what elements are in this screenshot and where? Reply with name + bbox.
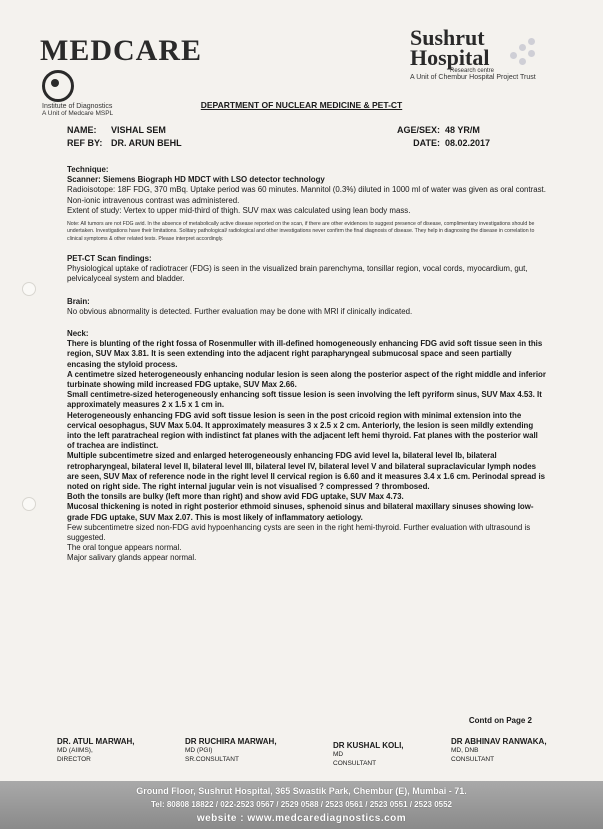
neck-finding: The oral tongue appears normal. (67, 543, 182, 553)
signatory-qualification: MD (PGI) (185, 747, 213, 754)
signatory-qualification: MD (AIIMS), (57, 747, 93, 754)
signatory-name: DR ABHINAV RANWAKA, (451, 737, 547, 746)
date-label: DATE: (413, 138, 440, 148)
signatory-name: DR. ATUL MARWAH, (57, 737, 135, 746)
hospital-name-line1: Sushrut (410, 25, 485, 50)
decorative-dots-icon (510, 38, 540, 68)
punch-hole (22, 497, 36, 511)
footer-website: website : www.medcarediagnostics.com (196, 813, 407, 824)
agesex-label: AGE/SEX: (396, 125, 440, 135)
signatory (185, 737, 277, 764)
findings-text: Physiological uptake of radiotracer (FDG) is seen in the visualized brain parenchyma, tonsillar region, vocal cords, myocardium, gut, pelvicalyceal system and bladder. (67, 264, 528, 284)
signatory-qualification: MD, DNB (451, 747, 479, 754)
medcare-emblem-icon (42, 70, 74, 102)
report-body (67, 165, 547, 564)
signatory-name: DR KUSHAL KOLI, (333, 741, 404, 750)
medcare-wordmark: MEDCARE (40, 34, 202, 67)
footer-telephone: Tel: 80808 18822 / 022-2523 0567 / 2529 0588 / 2523 0561 / 2523 0551 / 2523 0552 (151, 800, 452, 809)
medcare-subtitle: Institute of Diagnostics (42, 103, 113, 110)
neck-finding: Major salivary glands appear normal. (67, 553, 197, 563)
punch-hole (22, 282, 36, 296)
neck-finding: Heterogeneously enhancing FDG avid soft tissue lesion is seen in the post cricoid region with minimal extension into the cervical oesophagus, SUV Max 5.04. It approximately measures 3 x 2.5 x 2 cm. Anteriorly, the lesion is seen mildly extending into the left paratracheal region with indistinct fat planes with the adjacent left hemi thyroid. Fat planes with the posterior wall of trachea are indistinct. (67, 410, 538, 451)
signatory (333, 741, 404, 768)
neck-finding: There is blunting of the right fossa of Rosenmuller with ill-defined homogeneously enhancing FDG avid soft tissue seen in this region, SUV Max 3.81. It is seen extending into the adjacent right parapharyngeal submucosal space and seen partially encasing the styloid process. (67, 339, 543, 369)
signatory-role: CONSULTANT (333, 760, 377, 767)
department-title: DEPARTMENT OF NUCLEAR MEDICINE & PET-CT (200, 100, 403, 110)
neck-finding: Few subcentimetre sized non-FDG avid hypoenhancing cysts are seen in the right hemi-thyroid. Further evaluation with ultrasound is suggested. (67, 522, 531, 542)
footer-address: Ground Floor, Sushrut Hospital, 365 Swastik Park, Chembur (E), Mumbai - 71. (136, 786, 467, 796)
neck-finding: Mucosal thickening is noted in right posterior ethmoid sinuses, sphenoid sinus and bilateral maxillary sinuses showing low-grade FDG uptake, SUV Max 2.07. This is most likely of inflammatory aetiology. (67, 502, 534, 522)
signatory-role: SR.CONSULTANT (185, 756, 239, 763)
neck-finding: Multiple subcentimetre sized and enlarged heterogeneously enhancing FDG avid level Ia, bilateral level Ib, bilateral retropharyngeal, bilateral level II, bilateral level III, bilateral level IV, bilateral level V and bilateral supraclavicular lymph nodes are seen, SUV Max of reference node in the right level II cervical region is 6.60 and it measures 3.4 x 1.6 cm. Perinodal spread is noted on right side. The right internal jugular vein is not visualised ? compressed ? thrombosed. (67, 451, 546, 491)
signatory (57, 737, 134, 764)
report-date: 08.02.2017 (445, 138, 491, 148)
name-label: NAME: (67, 125, 97, 135)
brain-heading: Brain: (67, 296, 90, 306)
ref-label: REF BY: (67, 138, 103, 148)
signatory (451, 737, 547, 764)
neck-finding: A centimetre sized heterogeneously enhancing nodular lesion is seen along the posterior aspect of the right middle and inferior turbinate showing mild increased FDG uptake, SUV Max 2.66. (67, 369, 546, 389)
signatory-role: DIRECTOR (57, 756, 91, 763)
continued-note: Contd on Page 2 (468, 716, 532, 725)
neck-heading: Neck: (67, 328, 89, 338)
patient-name: VISHAL SEM (111, 125, 166, 135)
signatory-role: CONSULTANT (451, 756, 495, 763)
footer-bar (0, 781, 603, 829)
neck-finding: Small centimetre-sized heterogeneously enhancing soft tissue lesion is seen involving the left pyriform sinus, SUV Max 4.53. It approximately measures 2 x 1.5 x 1 cm in. (67, 390, 542, 410)
radioisotope-line: Radioisotope: 18F FDG, 370 mBq. Uptake period was 60 minutes. Mannitol (0.3%) diluted in 1000 ml of water was given as oral contrast. Non-ionic intravenous contrast was administered. (67, 185, 546, 205)
brain-text: No obvious abnormality is detected. Further evaluation may be done with MRI if clinically indicated. (67, 306, 413, 316)
disclaimer-note: Note: All tumors are not FDG avid. In the absence of metabolically active disease reported on the scan, if there are other evidences to suggest presence of disease, complimentary investigations should be undertaken. Investigations have their limitations. Solitary pathological/ radiological and other investigations never confirm the final diagnosis of disease. They help in diagnosing the disease in correlation to clinical symptoms & other related tests. Please interpret accordingly. (67, 221, 535, 242)
hospital-unit: A Unit of Chembur Hospital Project Trust (410, 74, 536, 81)
technique-heading: Technique: (67, 165, 109, 174)
hospital-research: Research centre (450, 68, 495, 74)
sushrut-logo (410, 25, 560, 81)
signatory-qualification: MD (333, 751, 344, 758)
ref-doctor: DR. ARUN BEHL (111, 138, 182, 148)
extent-line: Extent of study: Vertex to upper mid-third of thigh. SUV max was calculated using lean body mass. (67, 205, 411, 215)
neck-finding: Both the tonsils are bulky (left more than right) and show avid FDG uptake, SUV Max 4.73. (67, 492, 404, 502)
patient-agesex: 48 YR/M (445, 125, 480, 135)
scanner-line: Scanner: Siemens Biograph HD MDCT with LSO detector technology (67, 175, 325, 185)
medcare-unit: A Unit of Medcare MSPL (42, 110, 114, 117)
hospital-name-line2: Hospital (410, 45, 490, 70)
signatory-name: DR RUCHIRA MARWAH, (185, 737, 277, 746)
findings-heading: PET-CT Scan findings: (67, 253, 152, 263)
